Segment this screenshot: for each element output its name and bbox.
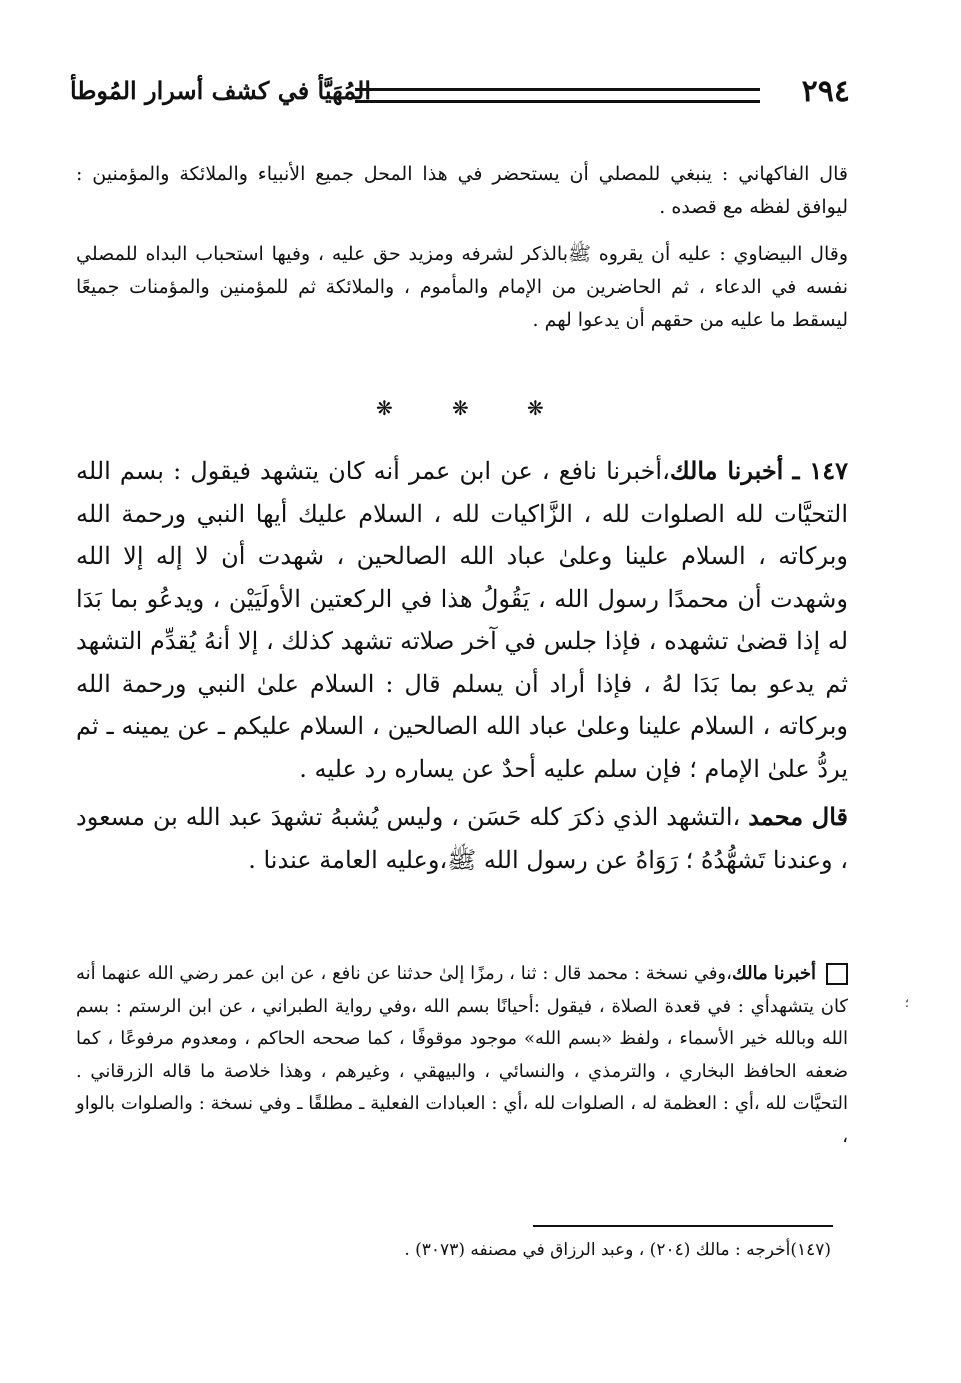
- hadith-number: ١٤٧ ـ: [792, 456, 849, 485]
- baydawi-quote: وقال البيضاوي : عليه أن يقروه ﷺبالذكر لشرفه ومزيد حق عليه ، وفيها استحباب البداه للمصلي نفسه في الدعاء ، ثم الحاضرين من الإمام والمأموم ، والملائكة ثم للمؤمنين والمؤمنات جميعًا ليسقط ما عليه من حقهم أن يدعوا لهم .: [76, 243, 848, 331]
- square-marker-icon: [826, 963, 848, 985]
- commentary-section: [76, 958, 848, 1153]
- hadith-body: ،أخبرنا نافع ، عن ابن عمر أنه كان يتشهد فيقول : بسم الله التحيَّات لله الصلوات لله ، الزَّاكيات لله ، السلام عليك أيها النبي ورحمة الله وبركاته ، السلام علينا وعلىٰ عباد الله الصالحين ، شهدت أن لا إله إلا الله وشهدت أن محمدًا رسول الله ، يَقُولُ هذا في الركعتين الأولَيَيْن ، ويدعُو بما بَدَا له إذا قضىٰ تشهده ، فإذا جلس في آخر صلاته تشهد كذلك ، إلا أنهُ يُقدِّم التشهد ثم يدعو بما بَدَا لهُ ، فإذا أراد أن يسلم قال : السلام علىٰ النبي ورحمة الله وبركاته ، السلام علينا وعلىٰ عباد الله الصالحين ، السلام عليكم ـ عن يمينه ـ ثم يردُّ علىٰ الإمام ؛ فإن سلم عليه أحدٌ عن يساره رد عليه .: [76, 457, 848, 783]
- header-double-rule: [355, 88, 760, 103]
- commentary-text: [76, 958, 848, 1153]
- page-header: [70, 74, 850, 114]
- hadith-lead: أخبرنا مالك: [669, 456, 784, 485]
- muhammad-lead: قال محمد: [748, 802, 848, 831]
- muhammad-body: ،التشهد الذي ذكرَ كله حَسَن ، وليس يُشبهُ تشهدَ عبد الله بن مسعود ، وعندنا تَشهُّدُهُ ؛ رَوَاهُ عن رسول الله ﷺ،وعليه العامة عندنا .: [76, 803, 848, 874]
- intro-section: [76, 158, 848, 337]
- muhammad-comment: [76, 796, 848, 881]
- section-separator: [0, 396, 961, 426]
- commentary-body: ،وفي نسخة : محمد قال : ثنا ، رمزًا إلىٰ حدثنا عن نافع ، عن ابن عمر رضي الله عنهما أنه كان يتشهدأي : في قعدة الصلاة ، فيقول :أحيانًا بسم الله ،وفي رواية الطبراني ، عن ابن الرستم : بسم الله وبالله خير الأسماء ، ولفظ «بسم الله» موجود موقوفًا ، كما صححه الحاكم ، ومعدوم مرفوعًا ، كما ضعفه الحافظ البخاري ، والترمذي ، والنسائي ، والبيهقي ، وغيرهم ، وهذا خلاصة ما قاله الزرقاني . التحيَّات لله ،أي : العظمة له ، الصلوات لله ،أي : العبادات الفعلية ـ مطلقًا ـ وفي نسخة : والصلوات بالواو ،: [76, 963, 849, 1147]
- star-icon: ❋: [527, 396, 544, 420]
- commentary-lead: أخبرنا مالك: [731, 963, 816, 984]
- fakihani-quote: قال الفاكهاني : ينبغي للمصلي أن يستحضر في هذا المحل جميع الأنبياء والملائكة والمؤمنين : ليوافق لفظه مع قصده .: [76, 163, 848, 218]
- hadith-text: [76, 450, 848, 790]
- star-icon: ❋: [452, 396, 469, 420]
- footnote: (١٤٧)أخرجه : مالك (٢٠٤) ، وعبد الرزاق في مصنفه (٣٠٧٣) .: [404, 1240, 831, 1260]
- page-number: ٢٩٤: [801, 74, 850, 109]
- margin-mark: ؛: [905, 996, 909, 1010]
- book-title: المُهَيَّأ في كشف أسرار المُوطأ: [70, 76, 371, 105]
- footnote-divider: [533, 1225, 833, 1227]
- hadith-147: [76, 450, 848, 881]
- star-icon: ❋: [376, 396, 393, 420]
